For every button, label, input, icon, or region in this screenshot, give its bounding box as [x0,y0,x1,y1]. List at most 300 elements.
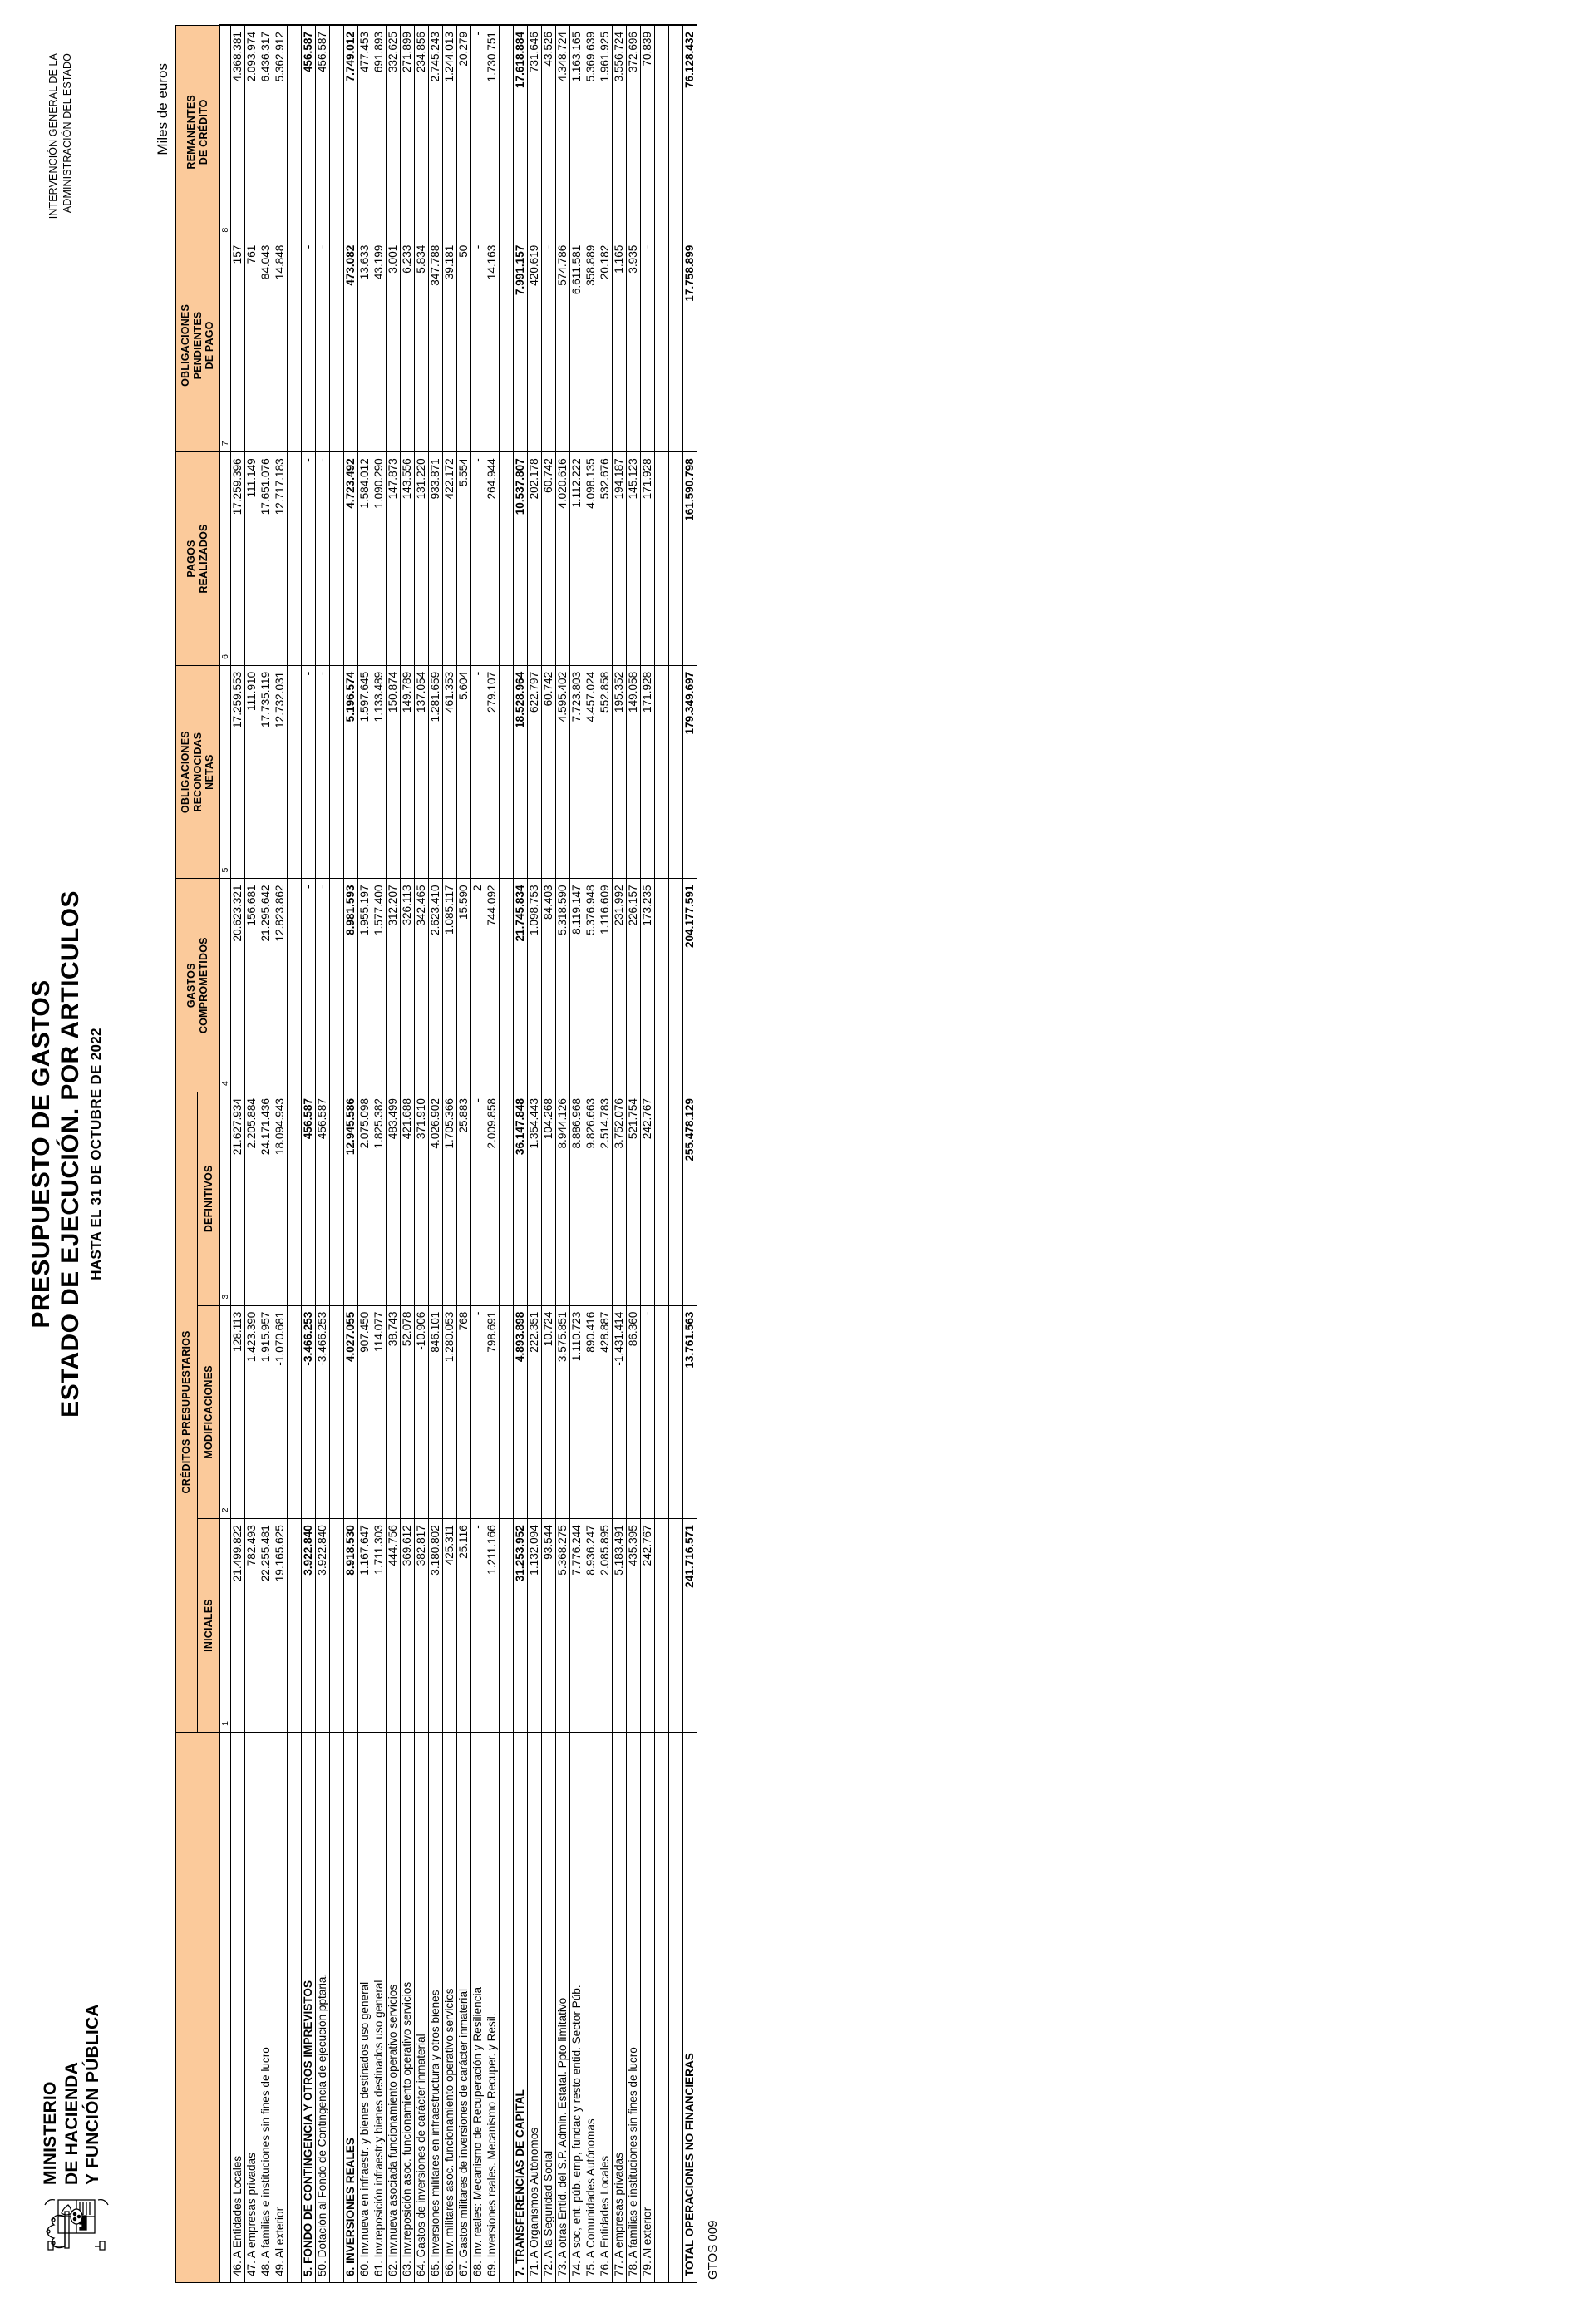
row-label: 5. FONDO DE CONTINGENCIA Y OTROS IMPREVISTOS [301,1732,315,2282]
table-row [357,26,372,2283]
header-obligaciones-reconocidas-netas: OBLIGACIONES RECONOCIDAS NETAS [176,665,220,879]
table-row [372,26,386,2283]
cell-8: 6.436.317 [259,26,273,239]
cell-5: 179.349.697 [682,665,697,879]
table-row [569,26,584,2283]
table-header [176,26,220,2283]
row-label: 78. A familias e instituciones sin fines de lucro [626,1732,640,2282]
table-row [626,26,640,2283]
table-row [485,26,499,2283]
cell-5: - [315,665,329,879]
cell-7: 3.935 [626,239,640,452]
cell-6: 17.651.076 [259,452,273,666]
cell-6: 60.742 [541,452,555,666]
table-row [598,26,612,2283]
row-label: 47. A empresas privadas [244,1732,259,2282]
cell-7: - [541,239,555,452]
cell-8: 372.696 [626,26,640,239]
column-index-8: 8 [219,26,230,239]
spacer-cell [329,1092,343,1306]
column-index-row [219,26,230,2283]
row-label: 74. A soc, ent. púb. emp, fundac y resto entid. Sector Púb. [569,1732,584,2282]
cell-5: 1.133.489 [372,665,386,879]
cell-5: 17.259.553 [230,665,244,879]
row-label: 61. Inv.reposición infraestr.y bienes destinados uso general [372,1732,386,2282]
spacer-cell [654,665,668,879]
cell-7: 50 [456,239,470,452]
cell-5: - [301,665,315,879]
spacer-cell [654,1305,668,1519]
cell-8: 2.745.243 [428,26,442,239]
spacer-cell [654,1519,668,1733]
table-spacer-row [287,26,301,2283]
cell-6: - [301,452,315,666]
cell-7: 761 [244,239,259,452]
cell-4: 20.623.321 [230,879,244,1092]
cell-5: 150.874 [386,665,400,879]
table-row [555,26,569,2283]
cell-1: 93.544 [541,1519,555,1733]
spacer-cell [499,1092,513,1306]
row-label: 75. A Comunidades Autónomas [584,1732,598,2282]
cell-6: 194.187 [612,452,626,666]
cell-4: 1.955.197 [357,879,372,1092]
spacer-cell [329,452,343,666]
row-label: 64. Gastos de inversiones de carácter inmaterial [414,1732,428,2282]
cell-7: - [315,239,329,452]
cell-1: 31.253.952 [513,1519,527,1733]
cell-1: 8.918.530 [343,1519,357,1733]
cell-4: 231.992 [612,879,626,1092]
cell-7: 43.199 [372,239,386,452]
cell-4: 1.085.117 [442,879,456,1092]
cell-5: 149.789 [400,665,414,879]
spacer-cell [654,879,668,1092]
spacer-cell [499,452,513,666]
cell-7: - [301,239,315,452]
cell-6: 1.090.290 [372,452,386,666]
cell-1: 25.116 [456,1519,470,1733]
spacer-cell [654,1732,668,2282]
column-index-blank [219,1732,230,2282]
cell-4: 12.823.862 [273,879,287,1092]
title-date: HASTA EL 31 DE OCTUBRE DE 2022 [87,1028,104,1280]
cell-3: 2.514.783 [598,1092,612,1306]
cell-3: 8.944.126 [555,1092,569,1306]
table-row [301,26,315,2283]
cell-2: 10.724 [541,1305,555,1519]
column-index-6: 6 [219,452,230,666]
spacer-cell [287,1305,301,1519]
table-row [273,26,287,2283]
cell-1: 7.776.244 [569,1519,584,1733]
cell-8: 234.856 [414,26,428,239]
cell-2: 890.416 [584,1305,598,1519]
cell-6: 4.098.135 [584,452,598,666]
cell-8: 76.128.432 [682,26,697,239]
cell-3: 371.910 [414,1092,428,1306]
cell-7: 84.043 [259,239,273,452]
cell-8: 4.348.724 [555,26,569,239]
cell-4: 5.318.590 [555,879,569,1092]
cell-2: 1.280.053 [442,1305,456,1519]
table-spacer-row [499,26,513,2283]
cell-1: 2.085.895 [598,1519,612,1733]
cell-4: 21.745.834 [513,879,527,1092]
cell-8: 332.625 [386,26,400,239]
cell-5: 1.281.659 [428,665,442,879]
cell-3: 3.752.076 [612,1092,626,1306]
row-label: 73. A otras Entid. del S.P. Admin. Estatal. Ppto limitativo [555,1732,569,2282]
cell-7: 13.633 [357,239,372,452]
table-row [527,26,541,2283]
cell-1: 3.922.840 [301,1519,315,1733]
column-index-3: 3 [219,1092,230,1306]
spacer-cell [329,1519,343,1733]
cell-1: 435.395 [626,1519,640,1733]
cell-6: 4.020.616 [555,452,569,666]
budget-execution-table [175,25,697,2283]
cell-1: 382.817 [414,1519,428,1733]
header-group-creditos: CRÉDITOS PRESUPUESTARIOS [176,1092,198,1733]
cell-3: 1.705.366 [442,1092,456,1306]
cell-3: 2.205.884 [244,1092,259,1306]
column-index-2: 2 [219,1305,230,1519]
table-row [400,26,414,2283]
spacer-cell [329,239,343,452]
header-modificaciones: MODIFICACIONES [198,1305,219,1519]
cell-1: 1.711.303 [372,1519,386,1733]
cell-7: 14.848 [273,239,287,452]
cell-6: 5.554 [456,452,470,666]
table-row [456,26,470,2283]
spacer-cell [668,1519,682,1733]
spacer-cell [499,879,513,1092]
row-label: TOTAL OPERACIONES NO FINANCIERAS [682,1732,697,2282]
spacer-cell [668,1092,682,1306]
spacer-cell [668,452,682,666]
cell-3: 483.499 [386,1092,400,1306]
title-line-2: ESTADO DE EJECUCIÓN. POR ARTICULOS [57,890,85,1418]
spacer-cell [329,1732,343,2282]
title-line-1: PRESUPUESTO DE GASTOS [27,979,55,1329]
document-code: GTOS 009 [705,2220,720,2280]
cell-5: 195.352 [612,665,626,879]
row-label: 76. A Entidades Locales [598,1732,612,2282]
ministry-line-2: DE HACIENDA [62,2061,81,2185]
cell-7: 473.082 [343,239,357,452]
cell-7: - [470,239,485,452]
cell-2: 1.110.723 [569,1305,584,1519]
cell-6: 422.172 [442,452,456,666]
cell-4: - [315,879,329,1092]
cell-4: 2.623.410 [428,879,442,1092]
cell-6: 264.944 [485,452,499,666]
cell-5: 552.858 [598,665,612,879]
cell-1: 8.936.247 [584,1519,598,1733]
header-pagos-realizados: PAGOS REALIZADOS [176,452,220,666]
cell-5: 111.910 [244,665,259,879]
spacer-cell [654,452,668,666]
cell-5: 279.107 [485,665,499,879]
cell-4: 8.981.593 [343,879,357,1092]
cell-7: 347.788 [428,239,442,452]
cell-4: 173.235 [640,879,654,1092]
agency-line-2: ADMINISTRACIÓN DEL ESTADO [61,53,73,214]
cell-7: 20.182 [598,239,612,452]
spacer-cell [287,1092,301,1306]
spacer-cell [654,26,668,239]
header-concept [176,1732,220,2282]
spacer-cell [499,1305,513,1519]
cell-3: 9.826.663 [584,1092,598,1306]
cell-5: 622.797 [527,665,541,879]
table-row [584,26,598,2283]
cell-5: 7.723.803 [569,665,584,879]
row-label: 46. A Entidades Locales [230,1732,244,2282]
cell-8: 477.453 [357,26,372,239]
table-row [244,26,259,2283]
table-row [442,26,456,2283]
cell-7: 358.889 [584,239,598,452]
spacer-cell [654,239,668,452]
cell-6: - [470,452,485,666]
table-row [259,26,273,2283]
cell-2: -1.070.681 [273,1305,287,1519]
cell-3: - [470,1092,485,1306]
table-row [315,26,329,2283]
cell-2: -3.466.253 [301,1305,315,1519]
cell-8: 3.556.724 [612,26,626,239]
ministry-line-1: MINISTERIO [41,2081,60,2185]
row-label: 72. A la Seguridad Social [541,1732,555,2282]
cell-6: 147.873 [386,452,400,666]
table-spacer-row [668,26,682,2283]
cell-1: 369.612 [400,1519,414,1733]
cell-5: 17.735.119 [259,665,273,879]
cell-7: - [640,239,654,452]
row-label: 48. A familias e instituciones sin fines de lucro [259,1732,273,2282]
agency-name [47,53,74,219]
cell-5: 5.196.574 [343,665,357,879]
header-iniciales: INICIALES [198,1519,219,1733]
spacer-cell [668,665,682,879]
row-label: 69. Inversiones reales. Mecanismo Recuper. y Resil. [485,1732,499,2282]
cell-6: 532.676 [598,452,612,666]
table-total-row [682,26,697,2283]
cell-5: 18.528.964 [513,665,527,879]
row-label: 67. Gastos militares de inversiones de carácter inmaterial [456,1732,470,2282]
cell-2: -3.466.253 [315,1305,329,1519]
table-row [640,26,654,2283]
cell-2: -1.431.414 [612,1305,626,1519]
cell-3: 456.587 [315,1092,329,1306]
cell-3: 24.171.436 [259,1092,273,1306]
cell-2: 846.101 [428,1305,442,1519]
cell-7: 6.233 [400,239,414,452]
row-label: 68. Inv. reales: Mecanismo de Recuperación y Resiliencia [470,1732,485,2282]
units-label: Miles de euros [155,63,170,155]
page-header [22,25,146,2283]
cell-2: 222.351 [527,1305,541,1519]
cell-4: 2 [470,879,485,1092]
cell-2: 128.113 [230,1305,244,1519]
cell-7: 5.834 [414,239,428,452]
spacer-cell [499,665,513,879]
cell-1: 782.493 [244,1519,259,1733]
row-label: 7. TRANSFERENCIAS DE CAPITAL [513,1732,527,2282]
cell-8: 2.093.974 [244,26,259,239]
row-label: 79. Al exterior [640,1732,654,2282]
spacer-cell [287,1732,301,2282]
cell-8: 1.730.751 [485,26,499,239]
spacer-cell [668,1732,682,2282]
column-index-5: 5 [219,665,230,879]
spacer-cell [499,239,513,452]
cell-1: 1.211.166 [485,1519,499,1733]
cell-4: 1.098.753 [527,879,541,1092]
cell-2: 907.450 [357,1305,372,1519]
cell-8: 4.368.381 [230,26,244,239]
cell-6: 10.537.807 [513,452,527,666]
table-row [343,26,357,2283]
cell-2: 114.077 [372,1305,386,1519]
cell-3: 25.883 [456,1092,470,1306]
cell-4: 342.465 [414,879,428,1092]
cell-8: 5.362.912 [273,26,287,239]
cell-6: 161.590.798 [682,452,697,666]
cell-1: 3.180.802 [428,1519,442,1733]
cell-4: 15.590 [456,879,470,1092]
cell-2: - [470,1305,485,1519]
header-remanentes-credito: REMANENTES DE CRÉDITO [176,26,220,239]
cell-3: 1.354.443 [527,1092,541,1306]
cell-5: 1.597.645 [357,665,372,879]
cell-2: 13.761.563 [682,1305,697,1519]
cell-4: 21.295.642 [259,879,273,1092]
cell-4: 84.403 [541,879,555,1092]
column-index-4: 4 [219,879,230,1092]
cell-5: 4.457.024 [584,665,598,879]
cell-3: 18.094.943 [273,1092,287,1306]
cell-4: 8.119.147 [569,879,584,1092]
spacer-cell [329,26,343,239]
row-label: 60. Inv.nueva en infraestr. y bienes destinados uso general [357,1732,372,2282]
spacer-cell [499,26,513,239]
cell-1: 22.255.481 [259,1519,273,1733]
cell-3: 255.478.129 [682,1092,697,1306]
cell-3: 2.075.098 [357,1092,372,1306]
cell-6: 4.723.492 [343,452,357,666]
cell-7: 39.181 [442,239,456,452]
cell-4: 1.577.400 [372,879,386,1092]
cell-2: 428.887 [598,1305,612,1519]
cell-5: 60.742 [541,665,555,879]
cell-2: 1.915.957 [259,1305,273,1519]
table-row [470,26,485,2283]
spacer-cell [499,1519,513,1733]
cell-6: 12.717.183 [273,452,287,666]
cell-4: - [301,879,315,1092]
cell-5: 149.058 [626,665,640,879]
table-body [219,26,697,2283]
cell-5: 171.928 [640,665,654,879]
cell-2: 52.078 [400,1305,414,1519]
cell-5: 137.054 [414,665,428,879]
cell-8: 1.961.925 [598,26,612,239]
header-gastos-comprometidos: GASTOS COMPROMETIDOS [176,879,220,1092]
cell-2: 1.423.390 [244,1305,259,1519]
cell-3: 456.587 [301,1092,315,1306]
cell-6: 1.112.222 [569,452,584,666]
cell-6: 131.220 [414,452,428,666]
row-label: 49. Al exterior [273,1732,287,2282]
cell-5: 5.604 [456,665,470,879]
spacer-cell [287,239,301,452]
spacer-cell [668,1305,682,1519]
document-title [27,25,105,2283]
table-spacer-row [329,26,343,2283]
cell-8: 731.646 [527,26,541,239]
spacer-cell [329,1305,343,1519]
table-row [414,26,428,2283]
cell-4: 1.116.609 [598,879,612,1092]
cell-8: 70.839 [640,26,654,239]
cell-6: 111.149 [244,452,259,666]
table-spacer-row [654,26,668,2283]
cell-6: 145.123 [626,452,640,666]
cell-3: 36.147.848 [513,1092,527,1306]
cell-5: 4.595.402 [555,665,569,879]
cell-5: 461.353 [442,665,456,879]
cell-4: 5.376.948 [584,879,598,1092]
cell-4: 226.157 [626,879,640,1092]
cell-5: - [470,665,485,879]
cell-6: - [315,452,329,666]
cell-3: 1.825.382 [372,1092,386,1306]
ministry-line-3: Y FUNCIÓN PÚBLICA [83,2004,103,2185]
cell-7: 17.758.899 [682,239,697,452]
cell-3: 21.627.934 [230,1092,244,1306]
spacer-cell [668,26,682,239]
spacer-cell [329,879,343,1092]
cell-2: 3.575.851 [555,1305,569,1519]
cell-3: 4.026.902 [428,1092,442,1306]
cell-3: 2.009.858 [485,1092,499,1306]
cell-1: 444.756 [386,1519,400,1733]
cell-4: 204.177.591 [682,879,697,1092]
cell-1: 5.368.275 [555,1519,569,1733]
cell-2: 4.893.898 [513,1305,527,1519]
spacer-cell [287,1519,301,1733]
cell-6: 171.928 [640,452,654,666]
spacer-cell [668,879,682,1092]
cell-2: - [640,1305,654,1519]
cell-8: 456.587 [315,26,329,239]
cell-7: 1.165 [612,239,626,452]
cell-8: 1.163.165 [569,26,584,239]
cell-8: 456.587 [301,26,315,239]
row-label: 65. Inversiones militares en infraestructura y otros bienes [428,1732,442,2282]
table-row [386,26,400,2283]
cell-7: 14.163 [485,239,499,452]
cell-7: 6.611.581 [569,239,584,452]
cell-8: 7.749.012 [343,26,357,239]
cell-7: 7.991.157 [513,239,527,452]
cell-8: - [470,26,485,239]
cell-4: 312.207 [386,879,400,1092]
cell-2: 4.027.055 [343,1305,357,1519]
